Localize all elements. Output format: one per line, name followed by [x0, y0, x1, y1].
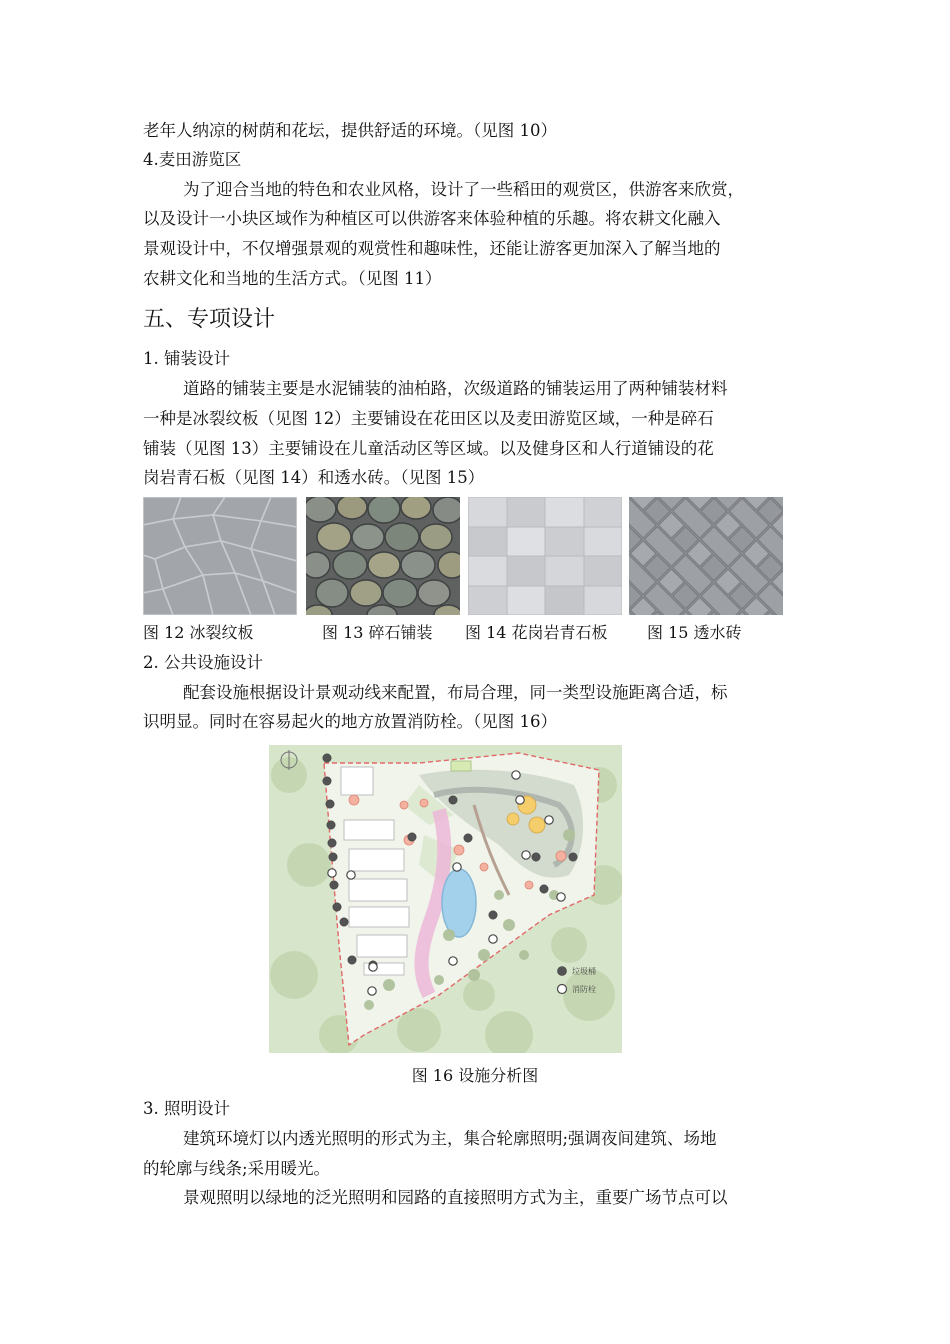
figure-caption: 图 14 花岗岩青石板	[465, 623, 608, 642]
subheading-lighting: 3. 照明设计	[143, 1099, 230, 1118]
paragraph-line: 道路的铺装主要是水泥铺装的油柏路，次级道路的铺装运用了两种铺装材料	[183, 379, 728, 398]
permeable-brick-paving-image	[629, 497, 783, 615]
paragraph-line: 以及设计一小块区域作为种植区可以供游客来体验种植的乐趣。将农耕文化融入	[143, 209, 721, 228]
legend-trash-label: 垃圾桶	[572, 967, 596, 976]
subheading-paving: 1. 铺装设计	[143, 349, 230, 368]
paragraph-line: 岗岩青石板（见图 14）和透水砖。（见图 15）	[143, 468, 485, 487]
paragraph-line: 的轮廓与线条;采用暖光。	[143, 1159, 331, 1178]
paragraph-line: 配套设施根据设计景观动线来配置，布局合理，同一类型设施距离合适，标	[183, 683, 728, 702]
section-title: 五、专项设计	[143, 307, 276, 332]
facility-analysis-map	[269, 745, 622, 1053]
paragraph-line: 景观设计中，不仅增强景观的观赏性和趣味性，还能让游客更加深入了解当地的	[143, 239, 721, 258]
subheading-wheat-field: 4.麦田游览区	[143, 150, 242, 169]
paragraph-line: 为了迎合当地的特色和农业风格，设计了一些稻田的观赏区，供游客来欣赏，	[183, 180, 744, 199]
figure-caption: 图 13 碎石铺装	[322, 623, 433, 642]
figure-caption: 图 12 冰裂纹板	[143, 623, 254, 642]
figure-caption-16: 图 16 设施分析图	[411, 1066, 539, 1085]
figure-caption: 图 15 透水砖	[647, 623, 742, 642]
gravel-paving-image	[306, 497, 460, 615]
paragraph-line: 建筑环境灯以内透光照明的形式为主，集合轮廓照明;强调夜间建筑、场地	[183, 1129, 717, 1148]
paragraph-line: 老年人纳凉的树荫和花坛，提供舒适的环境。（见图 10）	[143, 121, 557, 140]
granite-slab-paving-image	[468, 497, 622, 615]
paragraph-line: 农耕文化和当地的生活方式。（见图 11）	[143, 269, 442, 288]
paragraph-line: 铺装（见图 13）主要铺设在儿童活动区等区域。以及健身区和人行道铺设的花	[143, 439, 714, 458]
paragraph-line: 识明显。同时在容易起火的地方放置消防栓。（见图 16）	[143, 712, 557, 731]
paragraph-line: 一种是冰裂纹板（见图 12）主要铺设在花田区以及麦田游览区域，一种是碎石	[143, 409, 714, 428]
ice-crack-paving-image	[143, 497, 297, 615]
subheading-facilities: 2. 公共设施设计	[143, 653, 263, 672]
legend-hydrant-label: 消防栓	[572, 985, 596, 994]
paragraph-line: 景观照明以绿地的泛光照明和园路的直接照明方式为主，重要广场节点可以	[183, 1188, 728, 1207]
